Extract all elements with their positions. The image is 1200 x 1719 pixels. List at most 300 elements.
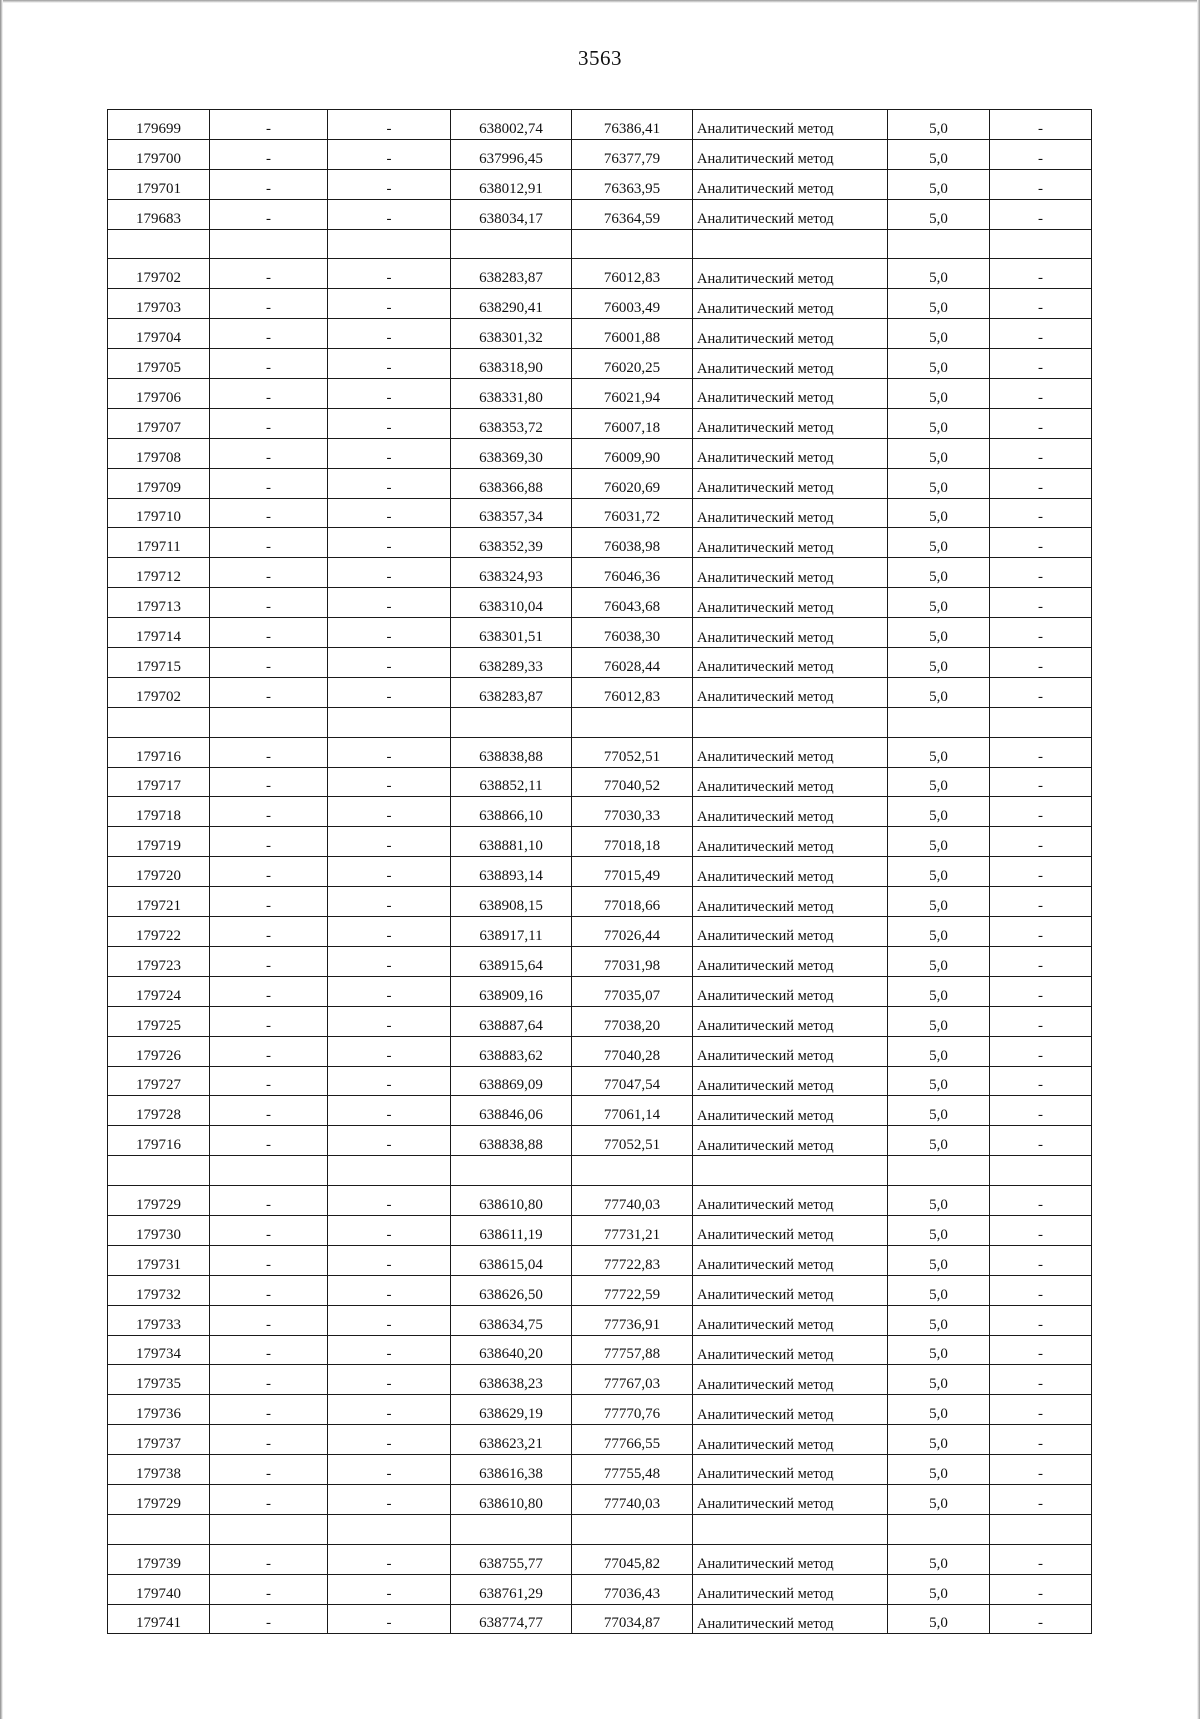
method-cell: Аналитический метод [693, 438, 888, 468]
point-number-cell: 179722 [108, 917, 210, 947]
y-coordinate-cell: 77731,21 [572, 1215, 693, 1245]
empty-cell [328, 707, 451, 737]
table-row [108, 887, 1092, 917]
method-cell: Аналитический метод [693, 946, 888, 976]
column-8-cell: - [990, 648, 1092, 678]
accuracy-cell: 5,0 [888, 648, 990, 678]
table-row [108, 1186, 1092, 1216]
table-row [108, 1604, 1092, 1634]
table-row [108, 1126, 1092, 1156]
method-cell: Аналитический метод [693, 887, 888, 917]
y-coordinate-cell: 76363,95 [572, 169, 693, 199]
empty-cell [572, 229, 693, 259]
method-cell: Аналитический метод [693, 588, 888, 618]
column-3-cell: - [328, 1425, 451, 1455]
column-8-cell: - [990, 767, 1092, 797]
point-number-cell: 179713 [108, 588, 210, 618]
column-2-cell: - [210, 349, 328, 379]
column-2-cell: - [210, 946, 328, 976]
table-row [108, 1335, 1092, 1365]
column-3-cell: - [328, 1275, 451, 1305]
y-coordinate-cell: 77045,82 [572, 1544, 693, 1574]
point-number-cell: 179710 [108, 498, 210, 528]
table-row [108, 110, 1092, 140]
column-2-cell: - [210, 1245, 328, 1275]
accuracy-cell: 5,0 [888, 379, 990, 409]
method-cell: Аналитический метод [693, 1215, 888, 1245]
y-coordinate-cell: 76028,44 [572, 648, 693, 678]
column-3-cell: - [328, 1245, 451, 1275]
separator-row [108, 229, 1092, 259]
method-cell: Аналитический метод [693, 1275, 888, 1305]
accuracy-cell: 5,0 [888, 349, 990, 379]
column-3-cell: - [328, 1096, 451, 1126]
column-3-cell: - [328, 289, 451, 319]
table-row [108, 1245, 1092, 1275]
column-8-cell: - [990, 588, 1092, 618]
column-8-cell: - [990, 1544, 1092, 1574]
accuracy-cell: 5,0 [888, 1245, 990, 1275]
x-coordinate-cell: 638357,34 [451, 498, 572, 528]
column-3-cell: - [328, 408, 451, 438]
x-coordinate-cell: 638755,77 [451, 1544, 572, 1574]
column-2-cell: - [210, 737, 328, 767]
accuracy-cell: 5,0 [888, 169, 990, 199]
x-coordinate-cell: 638866,10 [451, 797, 572, 827]
table-row [108, 199, 1092, 229]
scan-edge-left [0, 0, 3, 1719]
x-coordinate-cell: 638353,72 [451, 408, 572, 438]
column-2-cell: - [210, 110, 328, 140]
column-8-cell: - [990, 319, 1092, 349]
method-cell: Аналитический метод [693, 1126, 888, 1156]
column-2-cell: - [210, 1574, 328, 1604]
y-coordinate-cell: 76364,59 [572, 199, 693, 229]
point-number-cell: 179734 [108, 1335, 210, 1365]
column-3-cell: - [328, 1574, 451, 1604]
column-3-cell: - [328, 917, 451, 947]
point-number-cell: 179718 [108, 797, 210, 827]
accuracy-cell: 5,0 [888, 558, 990, 588]
column-8-cell: - [990, 110, 1092, 140]
table-row [108, 1006, 1092, 1036]
y-coordinate-cell: 77034,87 [572, 1604, 693, 1634]
accuracy-cell: 5,0 [888, 110, 990, 140]
column-8-cell: - [990, 1574, 1092, 1604]
point-number-cell: 179702 [108, 677, 210, 707]
empty-cell [451, 1514, 572, 1544]
column-8-cell: - [990, 1484, 1092, 1514]
column-3-cell: - [328, 648, 451, 678]
accuracy-cell: 5,0 [888, 1126, 990, 1156]
empty-cell [888, 1156, 990, 1186]
column-2-cell: - [210, 976, 328, 1006]
method-cell: Аналитический метод [693, 1484, 888, 1514]
column-2-cell: - [210, 199, 328, 229]
method-cell: Аналитический метод [693, 1425, 888, 1455]
point-number-cell: 179737 [108, 1425, 210, 1455]
column-2-cell: - [210, 1395, 328, 1425]
column-8-cell: - [990, 857, 1092, 887]
y-coordinate-cell: 77740,03 [572, 1484, 693, 1514]
accuracy-cell: 5,0 [888, 1215, 990, 1245]
y-coordinate-cell: 76003,49 [572, 289, 693, 319]
method-cell: Аналитический метод [693, 1455, 888, 1485]
y-coordinate-cell: 76021,94 [572, 379, 693, 409]
method-cell: Аналитический метод [693, 408, 888, 438]
table-row [108, 1395, 1092, 1425]
column-3-cell: - [328, 767, 451, 797]
column-2-cell: - [210, 1126, 328, 1156]
table-row [108, 1365, 1092, 1395]
column-2-cell: - [210, 468, 328, 498]
point-number-cell: 179704 [108, 319, 210, 349]
point-number-cell: 179728 [108, 1096, 210, 1126]
method-cell: Аналитический метод [693, 677, 888, 707]
method-cell: Аналитический метод [693, 468, 888, 498]
column-8-cell: - [990, 289, 1092, 319]
y-coordinate-cell: 77736,91 [572, 1305, 693, 1335]
point-number-cell: 179706 [108, 379, 210, 409]
accuracy-cell: 5,0 [888, 976, 990, 1006]
accuracy-cell: 5,0 [888, 408, 990, 438]
method-cell: Аналитический метод [693, 1066, 888, 1096]
accuracy-cell: 5,0 [888, 199, 990, 229]
column-8-cell: - [990, 438, 1092, 468]
accuracy-cell: 5,0 [888, 767, 990, 797]
x-coordinate-cell: 638610,80 [451, 1484, 572, 1514]
column-8-cell: - [990, 1006, 1092, 1036]
x-coordinate-cell: 638638,23 [451, 1365, 572, 1395]
point-number-cell: 179729 [108, 1484, 210, 1514]
method-cell: Аналитический метод [693, 917, 888, 947]
column-8-cell: - [990, 797, 1092, 827]
method-cell: Аналитический метод [693, 1335, 888, 1365]
column-3-cell: - [328, 438, 451, 468]
column-8-cell: - [990, 917, 1092, 947]
empty-cell [572, 1156, 693, 1186]
y-coordinate-cell: 77030,33 [572, 797, 693, 827]
column-2-cell: - [210, 259, 328, 289]
accuracy-cell: 5,0 [888, 1425, 990, 1455]
method-cell: Аналитический метод [693, 110, 888, 140]
column-3-cell: - [328, 1395, 451, 1425]
point-number-cell: 179715 [108, 648, 210, 678]
point-number-cell: 179735 [108, 1365, 210, 1395]
table-row [108, 1484, 1092, 1514]
column-2-cell: - [210, 1544, 328, 1574]
table-row [108, 319, 1092, 349]
table-row [108, 528, 1092, 558]
y-coordinate-cell: 77722,83 [572, 1245, 693, 1275]
table-row [108, 289, 1092, 319]
empty-cell [210, 1514, 328, 1544]
column-3-cell: - [328, 1305, 451, 1335]
point-number-cell: 179716 [108, 737, 210, 767]
x-coordinate-cell: 638616,38 [451, 1455, 572, 1485]
x-coordinate-cell: 638774,77 [451, 1604, 572, 1634]
point-number-cell: 179736 [108, 1395, 210, 1425]
table-row [108, 259, 1092, 289]
column-2-cell: - [210, 408, 328, 438]
y-coordinate-cell: 76009,90 [572, 438, 693, 468]
empty-cell [990, 229, 1092, 259]
column-8-cell: - [990, 1395, 1092, 1425]
column-3-cell: - [328, 199, 451, 229]
y-coordinate-cell: 76012,83 [572, 259, 693, 289]
column-3-cell: - [328, 1215, 451, 1245]
column-2-cell: - [210, 1186, 328, 1216]
accuracy-cell: 5,0 [888, 1096, 990, 1126]
column-8-cell: - [990, 199, 1092, 229]
column-2-cell: - [210, 767, 328, 797]
separator-row [108, 1514, 1092, 1544]
point-number-cell: 179727 [108, 1066, 210, 1096]
column-8-cell: - [990, 1126, 1092, 1156]
table-row [108, 1544, 1092, 1574]
x-coordinate-cell: 638002,74 [451, 110, 572, 140]
x-coordinate-cell: 638318,90 [451, 349, 572, 379]
table-row [108, 1574, 1092, 1604]
empty-cell [328, 229, 451, 259]
column-2-cell: - [210, 1425, 328, 1455]
point-number-cell: 179740 [108, 1574, 210, 1604]
table-row [108, 797, 1092, 827]
empty-cell [990, 1514, 1092, 1544]
y-coordinate-cell: 77026,44 [572, 917, 693, 947]
x-coordinate-cell: 638852,11 [451, 767, 572, 797]
point-number-cell: 179732 [108, 1275, 210, 1305]
accuracy-cell: 5,0 [888, 1365, 990, 1395]
x-coordinate-cell: 638301,51 [451, 618, 572, 648]
x-coordinate-cell: 638034,17 [451, 199, 572, 229]
coordinates-table [107, 109, 1092, 1634]
column-8-cell: - [990, 887, 1092, 917]
empty-cell [108, 707, 210, 737]
column-3-cell: - [328, 827, 451, 857]
column-8-cell: - [990, 1425, 1092, 1455]
column-3-cell: - [328, 379, 451, 409]
method-cell: Аналитический метод [693, 558, 888, 588]
method-cell: Аналитический метод [693, 379, 888, 409]
column-3-cell: - [328, 1604, 451, 1634]
y-coordinate-cell: 76377,79 [572, 139, 693, 169]
method-cell: Аналитический метод [693, 169, 888, 199]
method-cell: Аналитический метод [693, 1544, 888, 1574]
y-coordinate-cell: 76007,18 [572, 408, 693, 438]
point-number-cell: 179723 [108, 946, 210, 976]
accuracy-cell: 5,0 [888, 1544, 990, 1574]
column-8-cell: - [990, 1215, 1092, 1245]
column-3-cell: - [328, 946, 451, 976]
column-2-cell: - [210, 677, 328, 707]
column-2-cell: - [210, 1036, 328, 1066]
x-coordinate-cell: 638640,20 [451, 1335, 572, 1365]
y-coordinate-cell: 77766,55 [572, 1425, 693, 1455]
accuracy-cell: 5,0 [888, 1574, 990, 1604]
separator-row [108, 707, 1092, 737]
empty-cell [328, 1514, 451, 1544]
accuracy-cell: 5,0 [888, 438, 990, 468]
point-number-cell: 179733 [108, 1305, 210, 1335]
empty-cell [210, 229, 328, 259]
column-3-cell: - [328, 528, 451, 558]
method-cell: Аналитический метод [693, 289, 888, 319]
y-coordinate-cell: 77031,98 [572, 946, 693, 976]
accuracy-cell: 5,0 [888, 677, 990, 707]
point-number-cell: 179702 [108, 259, 210, 289]
x-coordinate-cell: 638893,14 [451, 857, 572, 887]
column-8-cell: - [990, 946, 1092, 976]
column-8-cell: - [990, 169, 1092, 199]
point-number-cell: 179701 [108, 169, 210, 199]
separator-row [108, 1156, 1092, 1186]
empty-cell [451, 707, 572, 737]
y-coordinate-cell: 77018,66 [572, 887, 693, 917]
column-2-cell: - [210, 1215, 328, 1245]
y-coordinate-cell: 77757,88 [572, 1335, 693, 1365]
table-row [108, 498, 1092, 528]
point-number-cell: 179719 [108, 827, 210, 857]
accuracy-cell: 5,0 [888, 1066, 990, 1096]
column-3-cell: - [328, 1066, 451, 1096]
accuracy-cell: 5,0 [888, 618, 990, 648]
y-coordinate-cell: 76043,68 [572, 588, 693, 618]
column-8-cell: - [990, 1245, 1092, 1275]
method-cell: Аналитический метод [693, 767, 888, 797]
column-8-cell: - [990, 259, 1092, 289]
accuracy-cell: 5,0 [888, 139, 990, 169]
empty-cell [108, 1156, 210, 1186]
y-coordinate-cell: 76001,88 [572, 319, 693, 349]
column-2-cell: - [210, 917, 328, 947]
column-3-cell: - [328, 169, 451, 199]
x-coordinate-cell: 638838,88 [451, 1126, 572, 1156]
table-row [108, 558, 1092, 588]
column-2-cell: - [210, 438, 328, 468]
method-cell: Аналитический метод [693, 199, 888, 229]
column-3-cell: - [328, 976, 451, 1006]
empty-cell [108, 1514, 210, 1544]
accuracy-cell: 5,0 [888, 1036, 990, 1066]
column-8-cell: - [990, 1365, 1092, 1395]
table-row [108, 618, 1092, 648]
x-coordinate-cell: 638917,11 [451, 917, 572, 947]
empty-cell [693, 1156, 888, 1186]
x-coordinate-cell: 638915,64 [451, 946, 572, 976]
column-3-cell: - [328, 349, 451, 379]
column-3-cell: - [328, 677, 451, 707]
column-3-cell: - [328, 1006, 451, 1036]
accuracy-cell: 5,0 [888, 528, 990, 558]
column-2-cell: - [210, 827, 328, 857]
accuracy-cell: 5,0 [888, 1275, 990, 1305]
accuracy-cell: 5,0 [888, 1604, 990, 1634]
point-number-cell: 179741 [108, 1604, 210, 1634]
y-coordinate-cell: 77040,52 [572, 767, 693, 797]
column-2-cell: - [210, 1275, 328, 1305]
column-2-cell: - [210, 1066, 328, 1096]
method-cell: Аналитический метод [693, 618, 888, 648]
empty-cell [693, 229, 888, 259]
x-coordinate-cell: 638369,30 [451, 438, 572, 468]
y-coordinate-cell: 77767,03 [572, 1365, 693, 1395]
accuracy-cell: 5,0 [888, 498, 990, 528]
x-coordinate-cell: 638883,62 [451, 1036, 572, 1066]
method-cell: Аналитический метод [693, 737, 888, 767]
x-coordinate-cell: 638331,80 [451, 379, 572, 409]
method-cell: Аналитический метод [693, 1305, 888, 1335]
method-cell: Аналитический метод [693, 648, 888, 678]
accuracy-cell: 5,0 [888, 857, 990, 887]
column-8-cell: - [990, 1275, 1092, 1305]
column-8-cell: - [990, 1305, 1092, 1335]
table-row [108, 1036, 1092, 1066]
table-row [108, 468, 1092, 498]
y-coordinate-cell: 76038,30 [572, 618, 693, 648]
empty-cell [990, 1156, 1092, 1186]
column-8-cell: - [990, 379, 1092, 409]
column-3-cell: - [328, 857, 451, 887]
method-cell: Аналитический метод [693, 1006, 888, 1036]
column-8-cell: - [990, 558, 1092, 588]
method-cell: Аналитический метод [693, 797, 888, 827]
method-cell: Аналитический метод [693, 1604, 888, 1634]
point-number-cell: 179717 [108, 767, 210, 797]
x-coordinate-cell: 638283,87 [451, 259, 572, 289]
column-2-cell: - [210, 618, 328, 648]
y-coordinate-cell: 77061,14 [572, 1096, 693, 1126]
empty-cell [990, 707, 1092, 737]
y-coordinate-cell: 77035,07 [572, 976, 693, 1006]
point-number-cell: 179708 [108, 438, 210, 468]
column-2-cell: - [210, 797, 328, 827]
column-2-cell: - [210, 1365, 328, 1395]
table-row [108, 1425, 1092, 1455]
column-8-cell: - [990, 1066, 1092, 1096]
x-coordinate-cell: 638290,41 [451, 289, 572, 319]
y-coordinate-cell: 77740,03 [572, 1186, 693, 1216]
column-8-cell: - [990, 408, 1092, 438]
column-3-cell: - [328, 139, 451, 169]
column-8-cell: - [990, 498, 1092, 528]
empty-cell [888, 707, 990, 737]
column-3-cell: - [328, 1126, 451, 1156]
point-number-cell: 179699 [108, 110, 210, 140]
column-3-cell: - [328, 887, 451, 917]
accuracy-cell: 5,0 [888, 827, 990, 857]
point-number-cell: 179739 [108, 1544, 210, 1574]
accuracy-cell: 5,0 [888, 1335, 990, 1365]
y-coordinate-cell: 76046,36 [572, 558, 693, 588]
accuracy-cell: 5,0 [888, 737, 990, 767]
empty-cell [693, 1514, 888, 1544]
scan-edge-top [0, 0, 1200, 3]
column-8-cell: - [990, 1096, 1092, 1126]
coordinates-table-body [108, 110, 1092, 1634]
column-3-cell: - [328, 588, 451, 618]
empty-cell [572, 1514, 693, 1544]
column-2-cell: - [210, 289, 328, 319]
point-number-cell: 179700 [108, 139, 210, 169]
column-3-cell: - [328, 1544, 451, 1574]
column-8-cell: - [990, 528, 1092, 558]
y-coordinate-cell: 77018,18 [572, 827, 693, 857]
column-3-cell: - [328, 558, 451, 588]
x-coordinate-cell: 638283,87 [451, 677, 572, 707]
table-row [108, 1096, 1092, 1126]
accuracy-cell: 5,0 [888, 917, 990, 947]
